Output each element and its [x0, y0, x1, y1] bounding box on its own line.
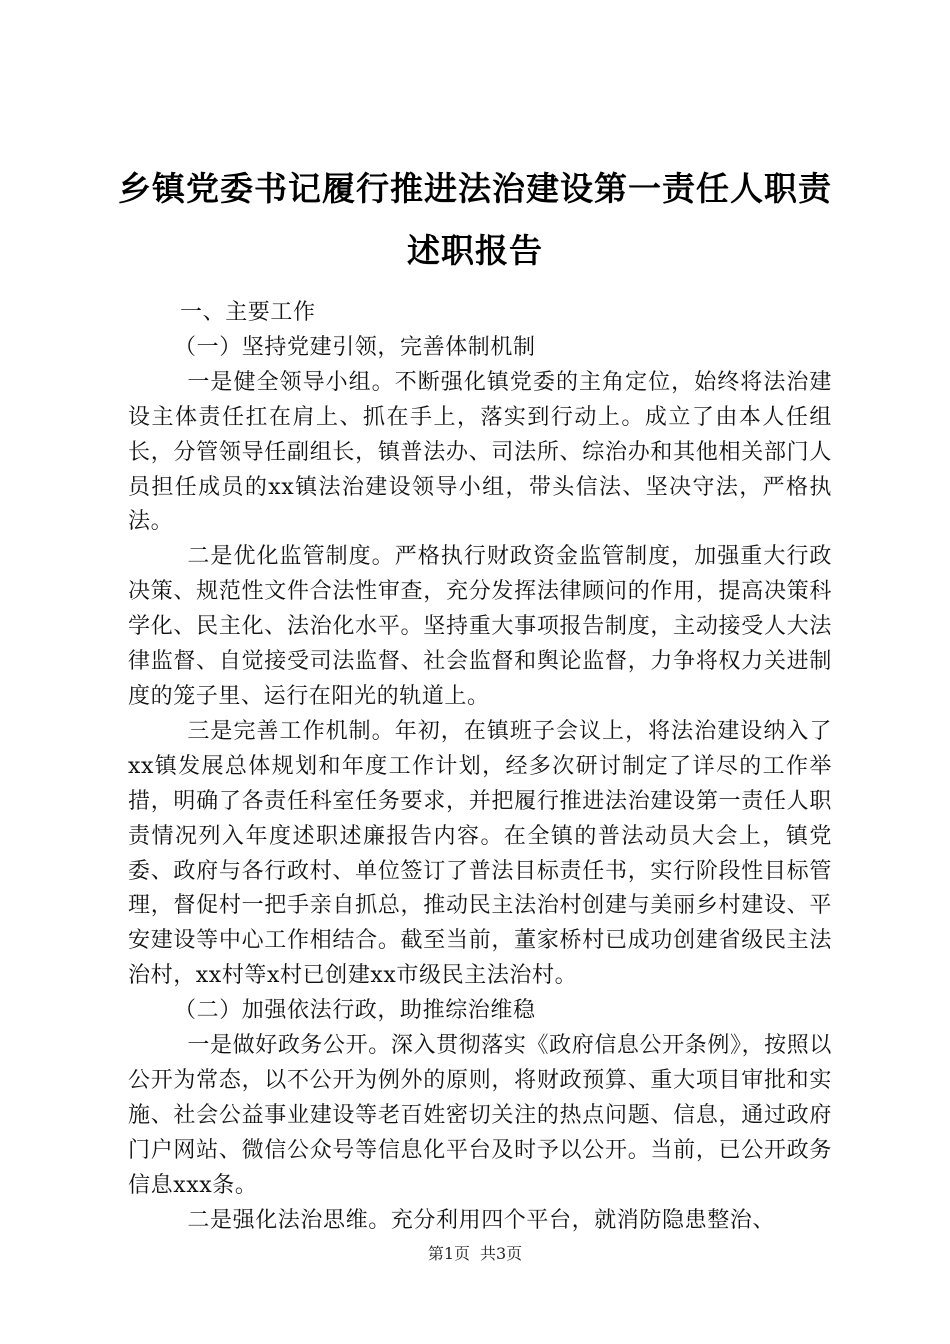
- section-heading-main-work: 一、主要工作: [180, 300, 316, 325]
- page-total: 共3页: [480, 1244, 523, 1263]
- subsection-heading-administration: （二）加强依法行政，助推综治维稳: [174, 998, 536, 1024]
- page-footer: [0, 1244, 950, 1264]
- document-title: 乡镇党委书记履行推进法治建设第一责任人职责述职报告: [118, 169, 832, 270]
- page-number: 第1页: [427, 1244, 470, 1263]
- paragraph-work-mechanism: 三是完善工作机制。年初，在镇班子会议上，将法治建设纳入了xx镇发展总体规划和年度工作计划，经多次研讨制定了详尽的工作举措，明确了各责任科室任务要求，并把履行推进法治建设第一责任人职责情况列入年度述职述廉报告内容。在全镇的普法动员大会上，镇党委、政府与各行政村、单位签订了普法目标责任书，实行阶段性目标管理，督促村一把手亲自抓总，推动民主法治村创建与美丽乡村建设、平安建设等中心工作相结合。截至当前，董家桥村已成功创建省级民主法治村，xx村等x村已创建xx市级民主法治村。: [128, 718, 832, 989]
- paragraph-leadership-group: 一是健全领导小组。不断强化镇党委的主角定位，始终将法治建设主体责任扛在肩上、抓在手上，落实到行动上。成立了由本人任组长，分管领导任副组长，镇普法办、司法所、综治办和其他相关部门人员担任成员的xx镇法治建设领导小组，带头信法、坚决守法，严格执法。: [128, 369, 832, 535]
- paragraph-supervision-system: 二是优化监管制度。严格执行财政资金监管制度，加强重大行政决策、规范性文件合法性审查，充分发挥法律顾问的作用，提高决策科学化、民主化、法治化水平。坚持重大事项报告制度，主动接受人大法律监督、自觉接受司法监督、社会监督和舆论监督，力争将权力关进制度的笼子里、运行在阳光的轨道上。: [128, 544, 832, 709]
- paragraph-rule-of-law-thinking: 二是强化法治思维。充分利用四个平台，就消防隐患整治、: [187, 1207, 775, 1233]
- paragraph-government-disclosure: 一是做好政务公开。深入贯彻落实《政府信息公开条例》，按照以公开为常态，以不公开为例外的原则，将财政预算、重大项目审批和实施、社会公益事业建设等老百姓密切关注的热点问题、信息，通过政府门户网站、微信公众号等信息化平台及时予以公开。当前，已公开政务信息xxx条。: [128, 1033, 832, 1198]
- document-body: [128, 296, 832, 1238]
- subsection-heading-party-building: （一）坚持党建引领，完善体制机制: [174, 334, 536, 360]
